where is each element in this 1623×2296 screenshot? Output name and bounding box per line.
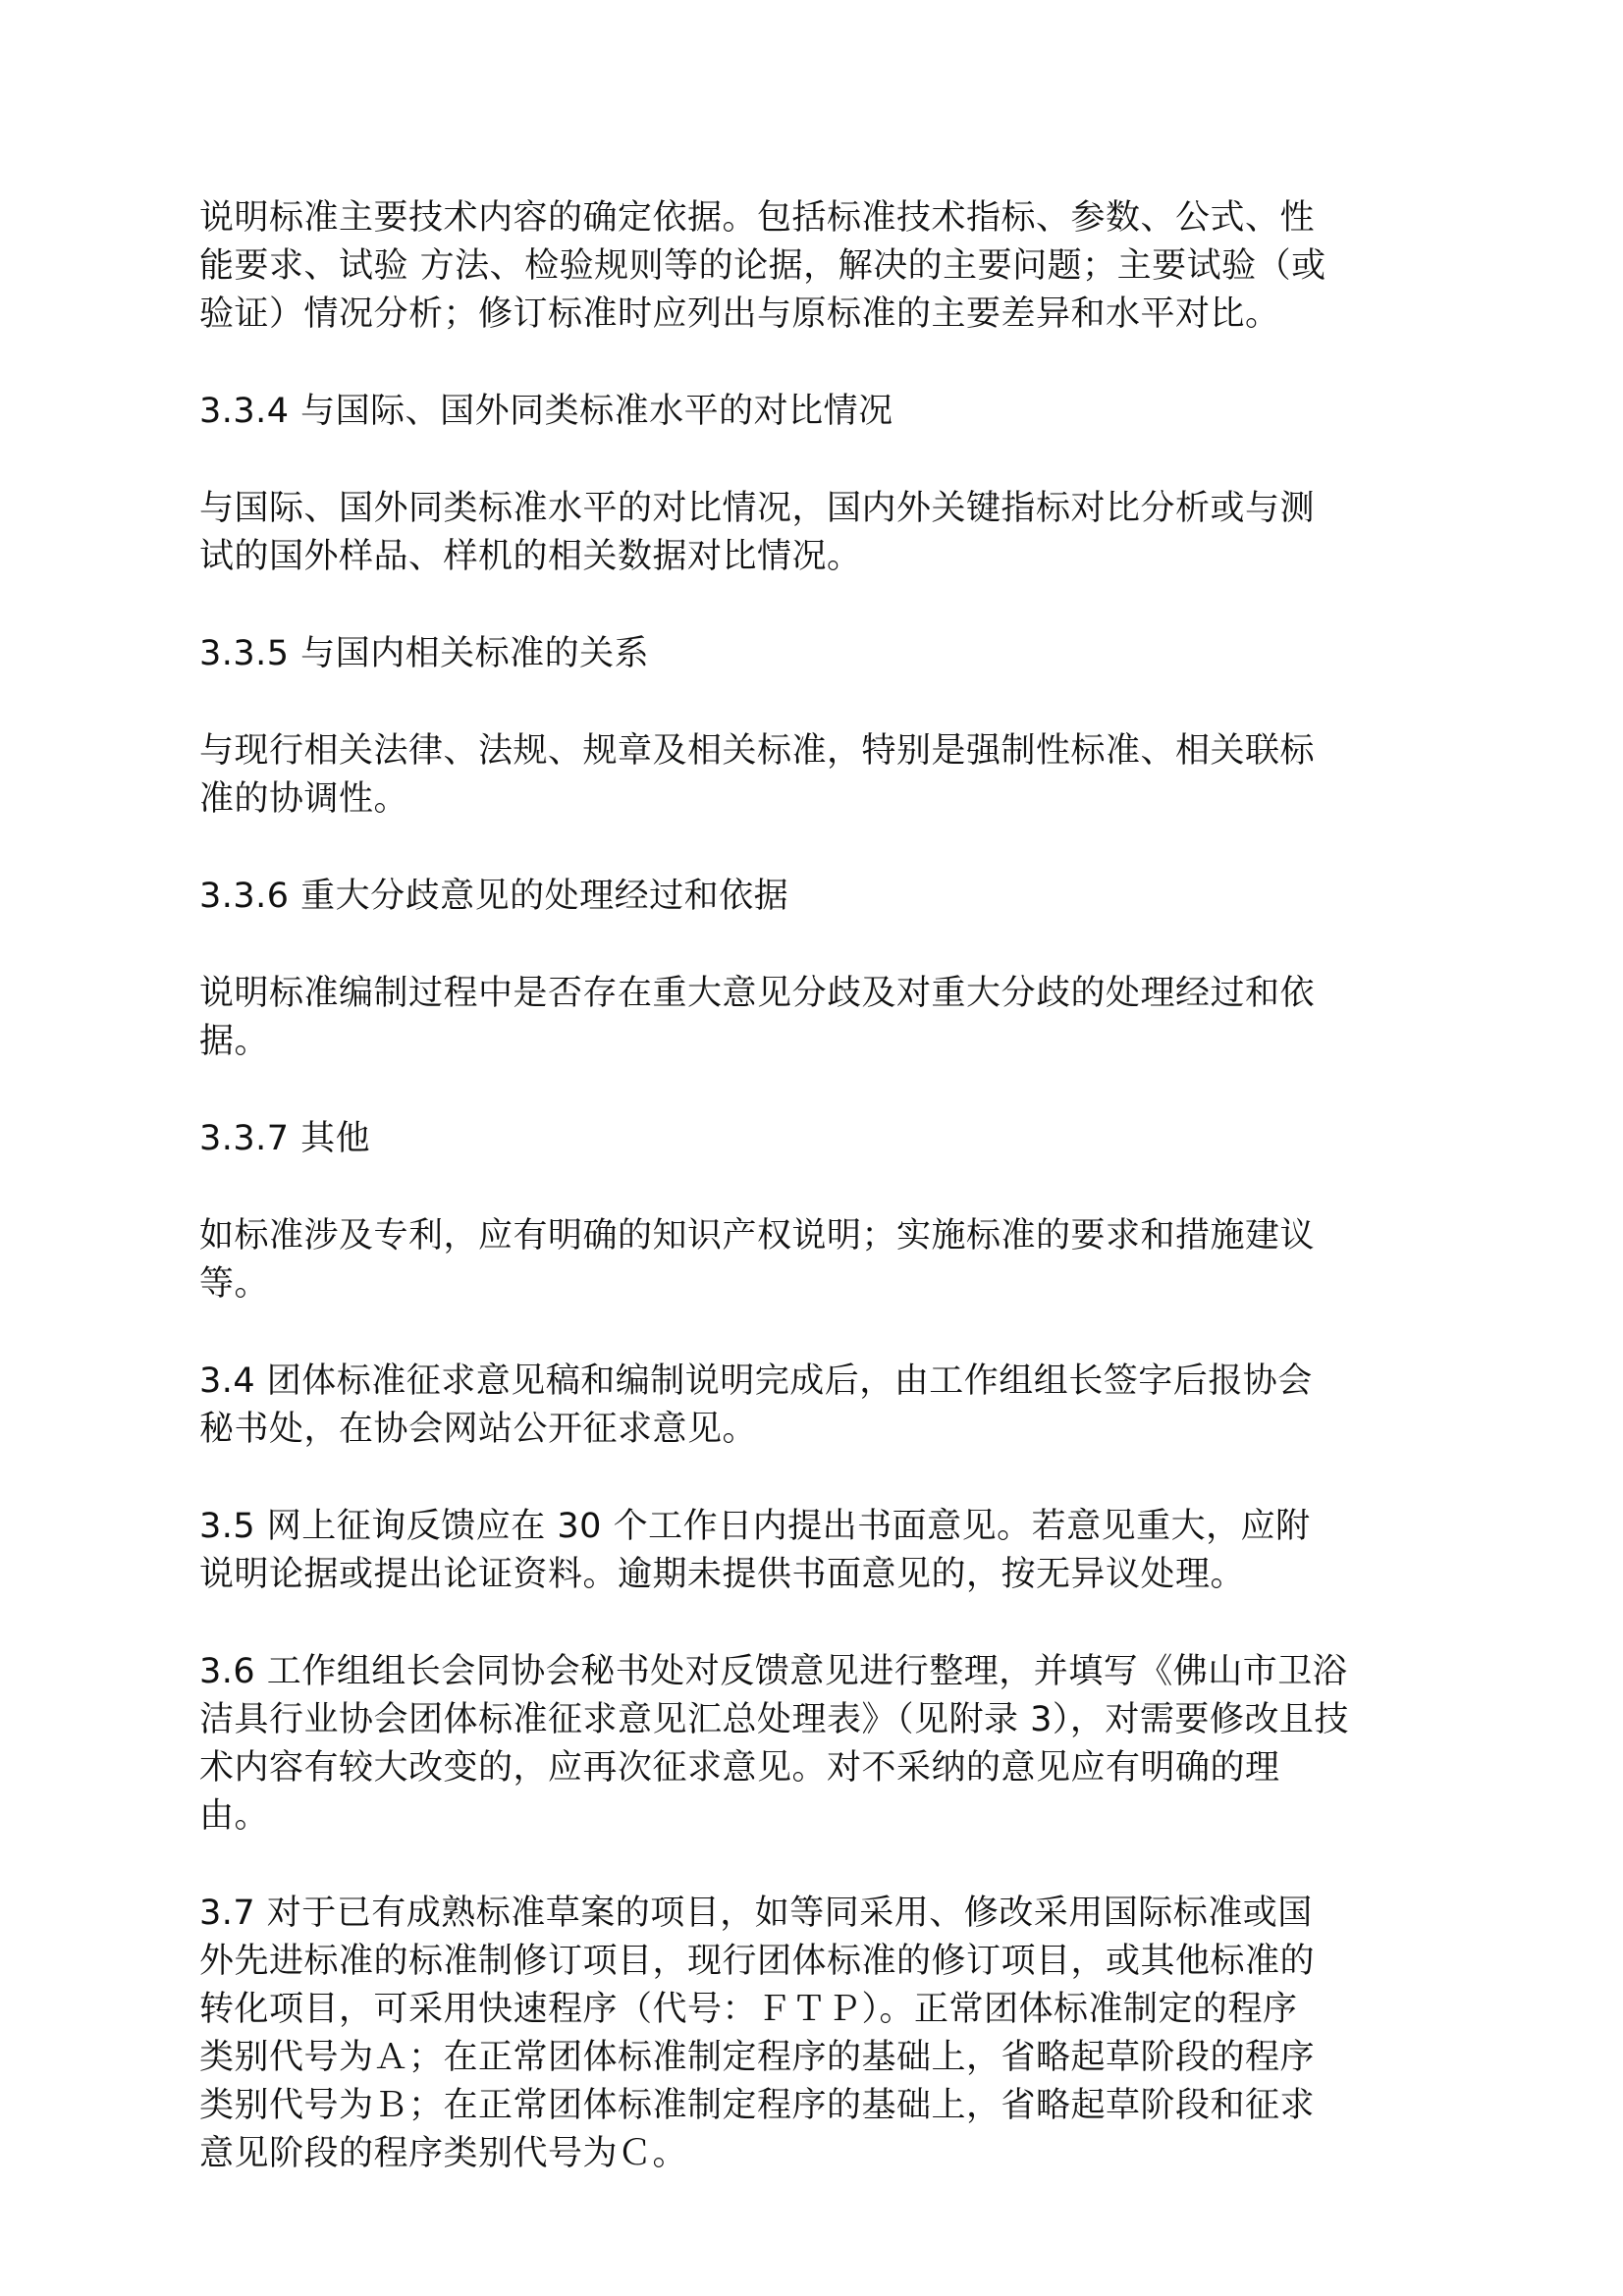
heading-3-3-4: 3.3.4 与国际、国外同类标准水平的对比情况	[199, 392, 893, 431]
paragraph-3-6: 3.6 工作组组长会同协会秘书处对反馈意见进行整理，并填写《佛山市卫浴 洁具行业协会团体标准征求意见汇总处理表》（见附录 3），对需要修改且技 术内容有较大改变的，应再次征求意见。对不采纳的意见应有明确的理 由。	[199, 1652, 1349, 1836]
paragraph-major-disagreements: 说明标准编制过程中是否存在重大意见分歧及对重大分歧的处理经过和依 据。	[199, 974, 1316, 1061]
heading-3-3-7: 3.3.7 其他	[199, 1119, 371, 1158]
paragraph-3-7: 3.7 对于已有成熟标准草案的项目，如等同采用、修改采用国际标准或国 外先进标准的标准制修订项目，现行团体标准的修订项目，或其他标准的 转化项目，可采用快速程序（代号：ＦＴＰ）。正常团体标准制定的程序 类别代号为Ａ；在正常团体标准制定程序的基础上，省略起草阶段的程序 类别代号为Ｂ；在正常团体标准制定程序的基础上，省略起草阶段和征求 意见阶段的程序类别代号为Ｃ。	[199, 1894, 1316, 2173]
heading-3-3-5: 3.3.5 与国内相关标准的关系	[199, 634, 650, 673]
paragraph-international-comparison: 与国际、国外同类标准水平的对比情况，国内外关键指标对比分析或与测 试的国外样品、样机的相关数据对比情况。	[199, 489, 1316, 576]
paragraph-3-4: 3.4 团体标准征求意见稿和编制说明完成后，由工作组组长签字后报协会 秘书处，在协会网站公开征求意见。	[199, 1362, 1313, 1449]
document-body	[199, 194, 1466, 2227]
paragraph-basis-for-technical-content: 说明标准主要技术内容的确定依据。包括标准技术指标、参数、公式、性 能要求、试验 方法、检验规则等的论据，解决的主要问题；主要试验（或 验证）情况分析；修订标准时应列出与原标准的主要差异和水平对比。	[199, 198, 1326, 334]
paragraph-other-notes: 如标准涉及专利，应有明确的知识产权说明；实施标准的要求和措施建议 等。	[199, 1216, 1316, 1304]
paragraph-domestic-relationship: 与现行相关法律、法规、规章及相关标准，特别是强制性标准、相关联标 准的协调性。	[199, 731, 1316, 819]
paragraph-3-5: 3.5 网上征询反馈应在 30 个工作日内提出书面意见。若意见重大，应附 说明论据或提出论证资料。逾期未提供书面意见的，按无异议处理。	[199, 1507, 1311, 1594]
heading-3-3-6: 3.3.6 重大分歧意见的处理经过和依据	[199, 877, 789, 916]
